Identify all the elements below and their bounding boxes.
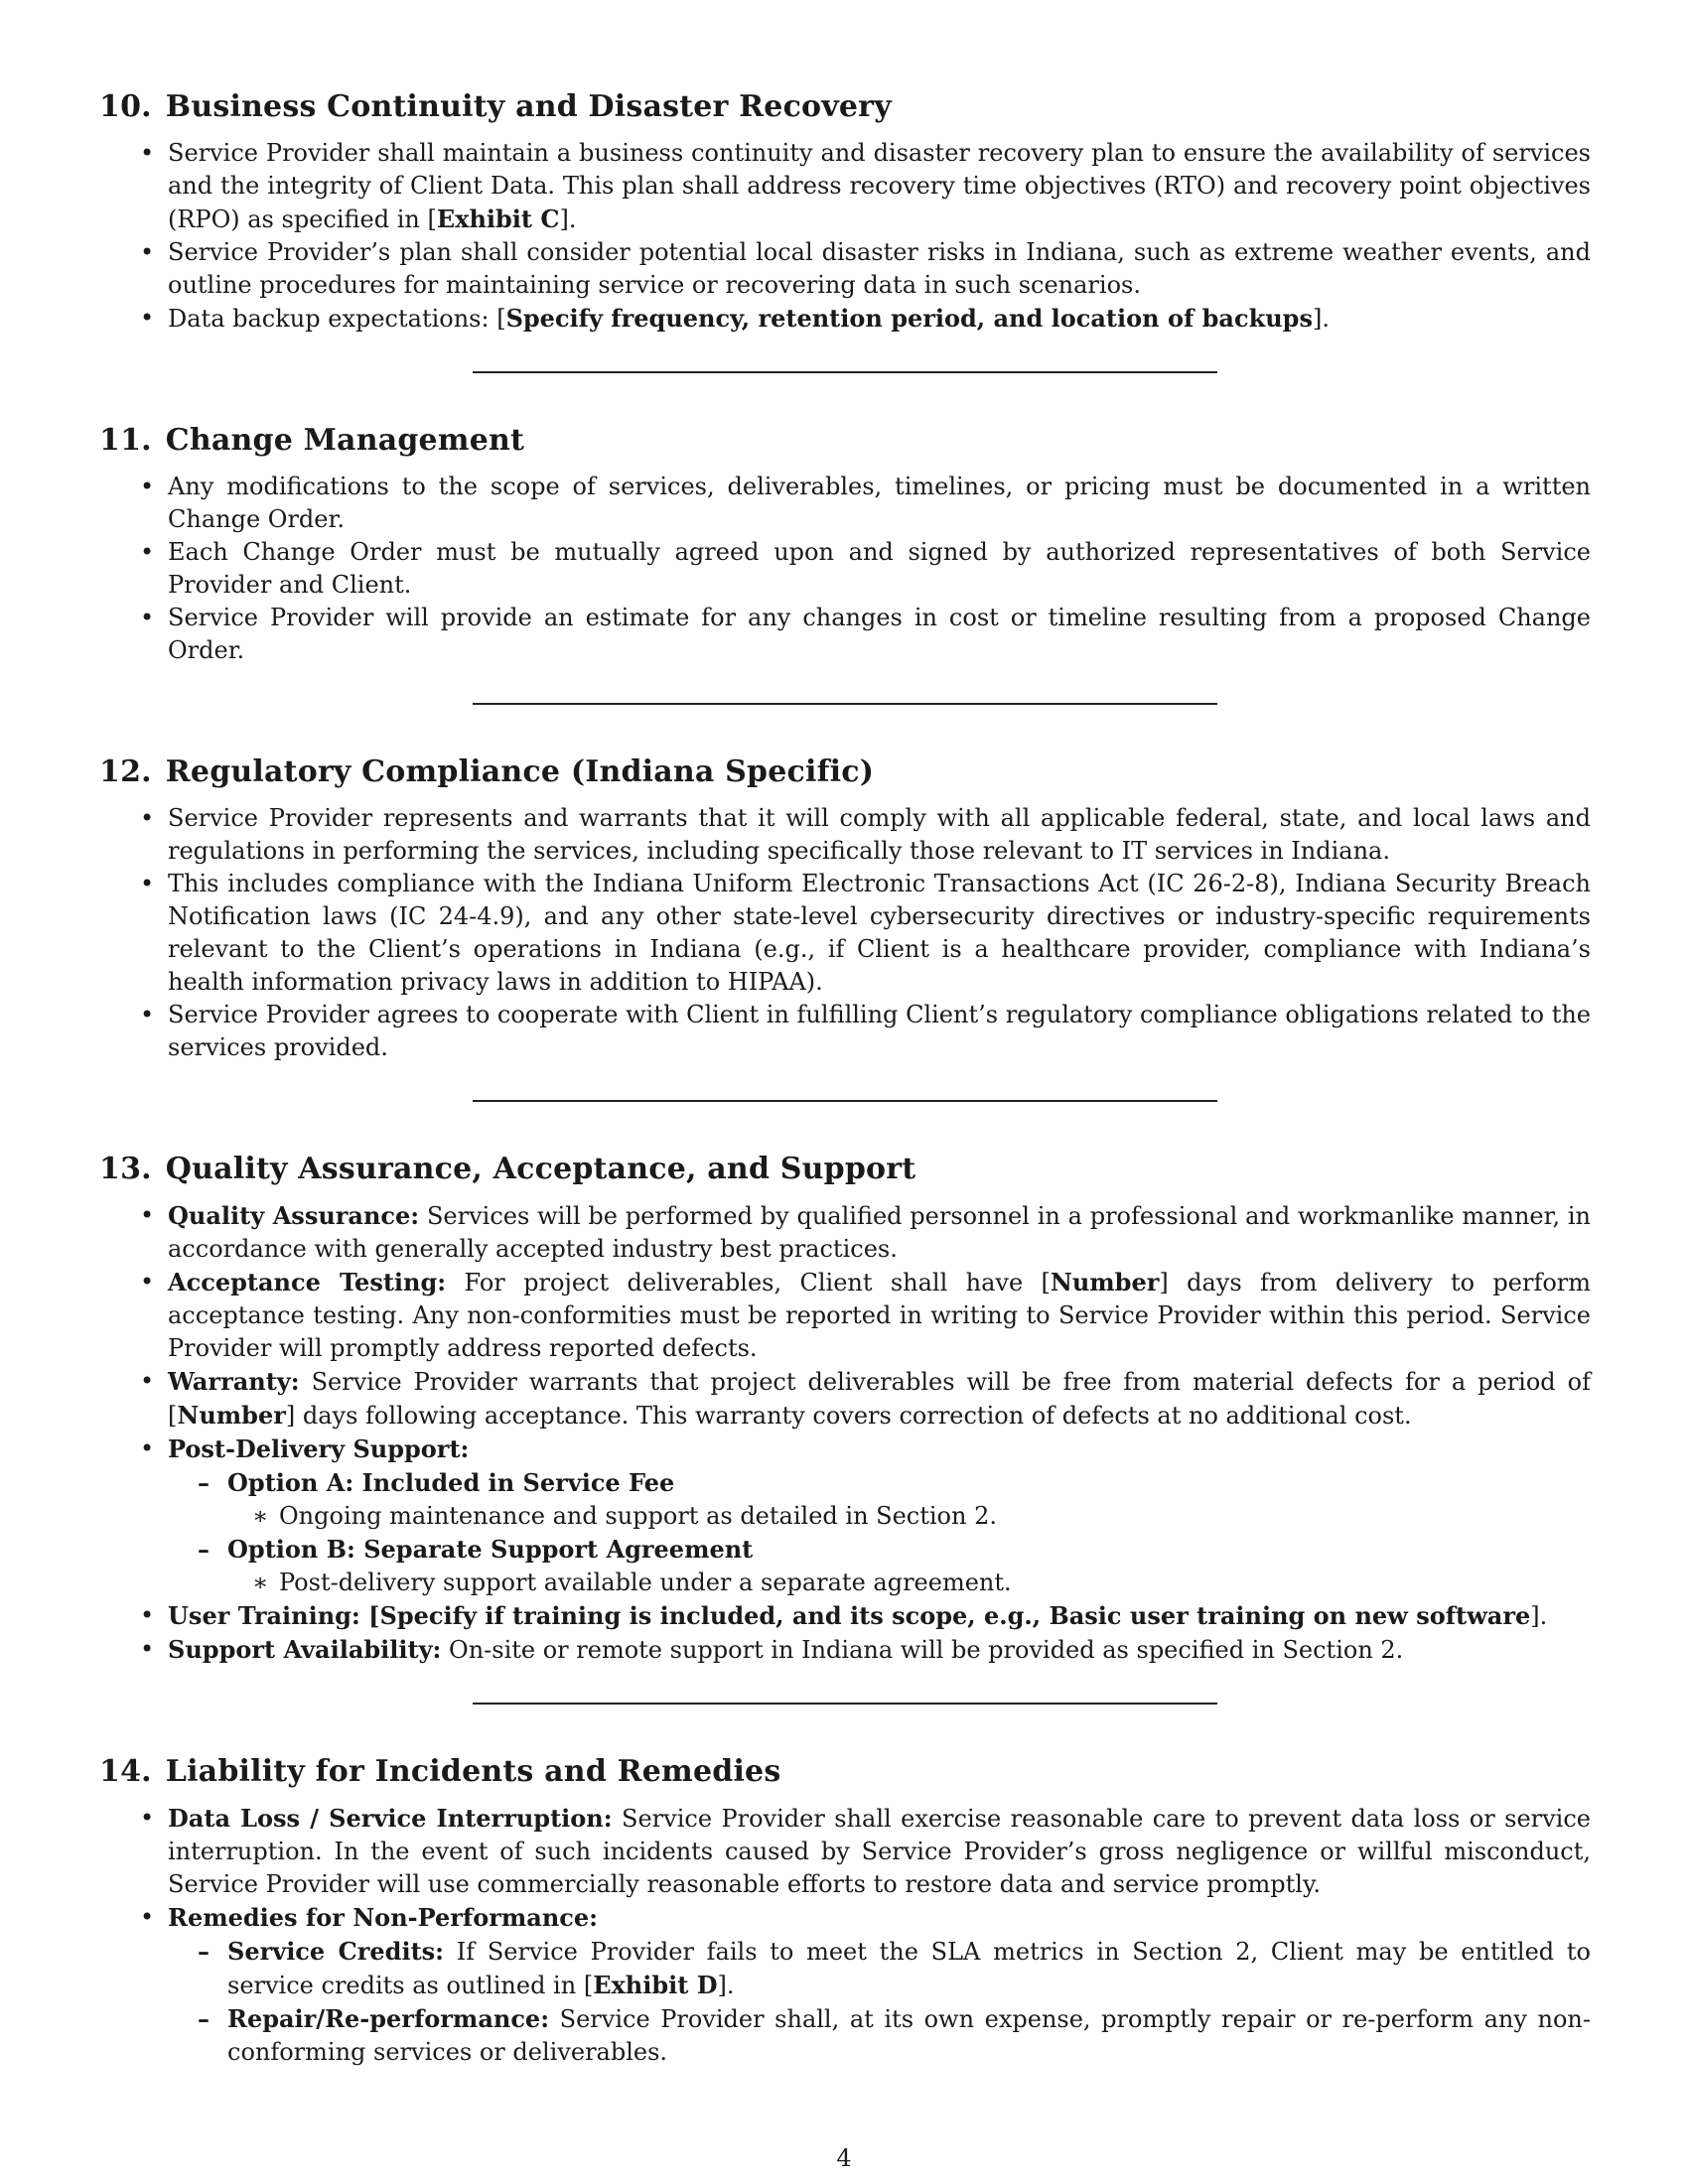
page-number: 4	[836, 2144, 852, 2172]
section-heading	[99, 87, 1591, 127]
bold-text: Exhibit C	[436, 205, 560, 233]
bold-text: Number	[1050, 1268, 1160, 1297]
divider-line	[473, 1100, 1217, 1102]
section-heading	[99, 1150, 1591, 1189]
sub-list-item	[168, 1935, 1591, 2002]
section-title: Change Management	[165, 423, 525, 458]
bullet-list	[99, 1199, 1591, 1667]
section-13	[99, 1150, 1591, 1667]
list-item	[99, 802, 1591, 868]
bullet-list	[99, 802, 1591, 1064]
text-run: Service Provider agrees to cooperate with Client in fulfilling Client’s regulatory compliance obligations related to the services provided.	[168, 1001, 1591, 1061]
bold-text: User Training: [Specify if training is included, and its scope, e.g., Basic user training on new software	[168, 1601, 1531, 1630]
text-run: This includes compliance with the Indiana Uniform Electronic Transactions Act (IC 26-2-8), Indiana Security Breach Notification laws (IC 24-4.9), and any other state-level cybersecurity directives or industry-specific requirements relevant to the Client’s operations in Indiana (e.g., if Client is a healthcare provider, compliance with Indiana’s health information privacy laws in addition to HIPAA).	[168, 870, 1591, 996]
text-run: Ongoing maintenance and support as detailed in Section 2.	[279, 1502, 997, 1530]
section-number: 10.	[99, 89, 152, 124]
sub-list-item	[168, 2002, 1591, 2069]
section-heading	[99, 1752, 1591, 1792]
text-run: ].	[1312, 305, 1330, 333]
section-14	[99, 1752, 1591, 2069]
sub-sub-list	[227, 1567, 1591, 1599]
text-run: On-site or remote support in Indiana will be provided as specified in Section 2.	[441, 1636, 1404, 1664]
text-run: Service Provider will provide an estimate for any changes in cost or timeline resulting from a proposed Change Order.	[168, 604, 1591, 664]
bold-text: Number	[177, 1401, 286, 1430]
list-item	[99, 1266, 1591, 1365]
bold-text: Option A: Included in Service Fee	[227, 1468, 675, 1497]
section-10	[99, 87, 1591, 336]
sub-list-item	[227, 1567, 1591, 1599]
list-item	[99, 999, 1591, 1064]
bold-text: Specify frequency, retention period, and location of backups	[505, 304, 1313, 333]
list-item	[99, 1599, 1591, 1633]
sub-list-item	[227, 1500, 1591, 1533]
section-divider	[99, 1100, 1591, 1102]
section-title: Quality Assurance, Acceptance, and Support	[165, 1152, 916, 1186]
text-run: Service Provider warrants that project deliverables will be free from material defects for a period of [	[168, 1368, 1591, 1430]
text-run: ].	[1530, 1602, 1548, 1630]
section-12	[99, 752, 1591, 1064]
section-heading	[99, 421, 1591, 461]
bold-text: Data Loss / Service Interruption:	[168, 1804, 613, 1833]
bullet-list	[99, 1802, 1591, 2069]
text-run: Data backup expectations: [	[168, 305, 506, 333]
text-run: Any modifications to the scope of services, deliverables, timelines, or pricing must be documented in a written Change Order.	[168, 473, 1591, 533]
document-page	[99, 87, 1591, 2069]
sub-sub-list	[227, 1500, 1591, 1533]
list-item	[99, 302, 1591, 336]
list-item	[99, 868, 1591, 999]
bold-text: Support Availability:	[168, 1635, 442, 1664]
text-run: ] days from delivery to perform acceptance testing. Any non-conformities must be reported in writing to Service Provider within this period. Service Provider will promptly address reported defects.	[168, 1269, 1592, 1362]
divider-line	[473, 371, 1217, 373]
list-item	[99, 602, 1591, 667]
bold-text: Quality Assurance:	[168, 1201, 420, 1230]
text-run: Service Provider shall exercise reasonable care to prevent data loss or service interruption. In the event of such incidents caused by Service Provider’s gross negligence or willful misconduct, Service Provider will use commercially reasonable efforts to restore data and service promptly.	[168, 1805, 1591, 1898]
section-divider	[99, 1703, 1591, 1705]
divider-line	[473, 1703, 1217, 1705]
section-number: 13.	[99, 1152, 152, 1186]
text-run: Service Provider represents and warrants that it will comply with all applicable federal, state, and local laws and regulations in performing the services, including specifically those relevant to IT services in Indiana.	[168, 804, 1591, 865]
section-number: 14.	[99, 1754, 152, 1789]
bullet-list	[99, 137, 1591, 336]
bold-text: Option B: Separate Support Agreement	[227, 1535, 754, 1564]
text-run: Service Provider’s plan shall consider potential local disaster risks in Indiana, such as extreme weather events, and outline procedures for maintaining service or recovering data in such scenarios.	[168, 238, 1591, 299]
bullet-list	[99, 471, 1591, 667]
bold-text: Exhibit D	[593, 1971, 718, 1999]
sub-list	[168, 1466, 1591, 1599]
text-run: ] days following acceptance. This warranty covers correction of defects at no additional cost.	[285, 1402, 1412, 1430]
divider-line	[473, 703, 1217, 705]
section-title: Business Continuity and Disaster Recovery	[165, 89, 892, 124]
bold-text: Acceptance Testing:	[168, 1268, 447, 1297]
list-item	[99, 1199, 1591, 1266]
list-item	[99, 236, 1591, 302]
list-item	[99, 536, 1591, 602]
list-item	[99, 1901, 1591, 2069]
text-run: ].	[717, 1972, 735, 1999]
bold-text: Repair/Re-performance:	[227, 2004, 550, 2033]
list-item	[99, 1802, 1591, 1901]
list-item	[99, 1433, 1591, 1599]
section-title: Liability for Incidents and Remedies	[165, 1754, 781, 1789]
list-item	[99, 471, 1591, 536]
sub-list	[168, 1935, 1591, 2069]
sub-list-item	[168, 1533, 1591, 1599]
text-run: Each Change Order must be mutually agreed upon and signed by authorized representatives of both Service Provider and Client.	[168, 538, 1591, 599]
bold-text: Warranty:	[168, 1367, 300, 1396]
list-item	[99, 1365, 1591, 1433]
bold-text: Post-Delivery Support:	[168, 1434, 470, 1463]
sub-list-item	[168, 1466, 1591, 1533]
text-run: Services will be performed by qualified personnel in a professional and workmanlike manner, in accordance with generally accepted industry best practices.	[168, 1202, 1591, 1263]
text-run: If Service Provider fails to meet the SLA metrics in Section 2, Client may be entitled to service credits as outlined in [	[227, 1938, 1592, 1999]
section-heading	[99, 752, 1591, 792]
list-item	[99, 137, 1591, 236]
text-run: For project deliverables, Client shall have [	[446, 1269, 1051, 1297]
text-run: Post-delivery support available under a separate agreement.	[279, 1569, 1012, 1596]
section-divider	[99, 703, 1591, 705]
section-11	[99, 421, 1591, 667]
section-number: 12.	[99, 754, 152, 789]
text-run: Service Provider shall, at its own expense, promptly repair or re-perform any non-conforming services or deliverables.	[227, 2005, 1591, 2066]
bold-text: Remedies for Non-Performance:	[168, 1903, 599, 1932]
section-divider	[99, 371, 1591, 373]
bold-text: Service Credits:	[227, 1937, 445, 1966]
text-run: Service Provider shall maintain a business continuity and disaster recovery plan to ensure the availability of services and the integrity of Client Data. This plan shall address recovery time objectives (RTO) and recovery point objectives (RPO) as specified in [	[168, 139, 1591, 233]
section-number: 11.	[99, 423, 152, 458]
list-item	[99, 1633, 1591, 1667]
text-run: ].	[559, 205, 577, 233]
section-title: Regulatory Compliance (Indiana Specific)	[165, 754, 875, 789]
